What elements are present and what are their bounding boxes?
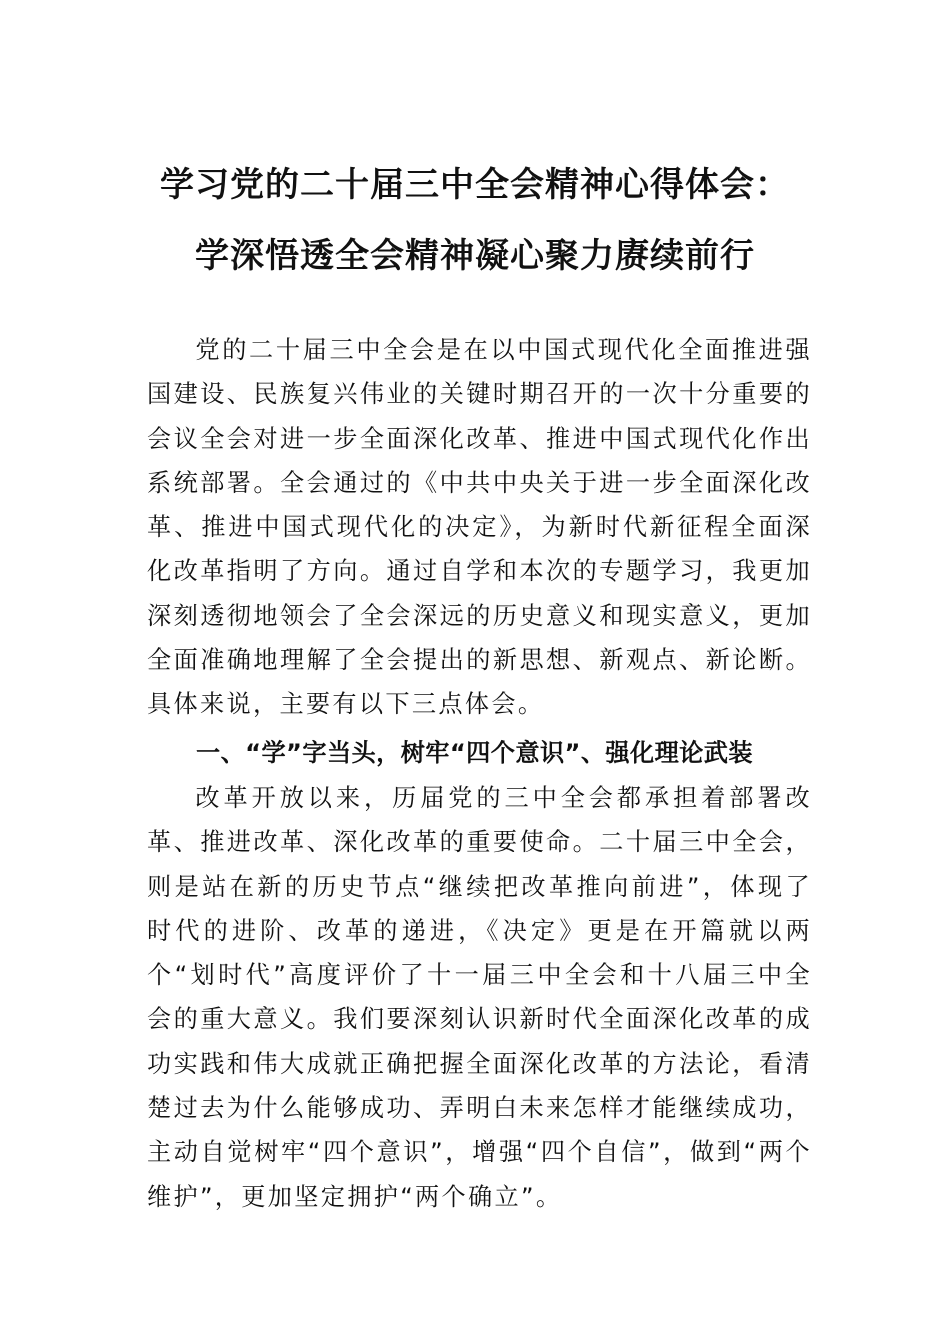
document-title-line-2: 学深悟透全会精神凝心聚力赓续前行 (195, 236, 755, 276)
intro-paragraph: 党的二十届三中全会是在以中国式现代化全面推进强国建设、民族复兴伟业的关键时期召开的一次十分重要的会议全会对进一步全面深化改革、推进中国式现代化作出系统部署。全会通过的《中共中央关于进一步全面深化改革、推进中国式现代化的决定》，为新时代新征程全面深化改革指明了方向。通过自学和本次的专题学习，我更加深刻透彻地领会了全会深远的历史意义和现实意义，更加全面准确地理解了全会提出的新思想、新观点、新论断。具体来说，主要有以下三点体会。 (147, 336, 812, 719)
document-title-line-1: 学习党的二十届三中全会精神心得体会： (160, 165, 790, 205)
section-heading-1: 一、“学”字当头，树牢“四个意识”、强化理论武装 (196, 739, 753, 767)
section-1-paragraph: 改革开放以来，历届党的三中全会都承担着部署改革、推进改革、深化改革的重要使命。二十届三中全会，则是站在新的历史节点“继续把改革推向前进”，体现了时代的进阶、改革的递进，《决定》更是在开篇就以两个“划时代”高度评价了十一届三中全会和十八届三中全会的重大意义。我们要深刻认识新时代全面深化改革的成功实践和伟大成就正确把握全面深化改革的方法论，看清楚过去为什么能够成功、弄明白未来怎样才能继续成功，主动自觉树牢“四个意识”，增强“四个自信”，做到“两个维护”，更加坚定拥护“两个确立”。 (147, 784, 812, 1211)
